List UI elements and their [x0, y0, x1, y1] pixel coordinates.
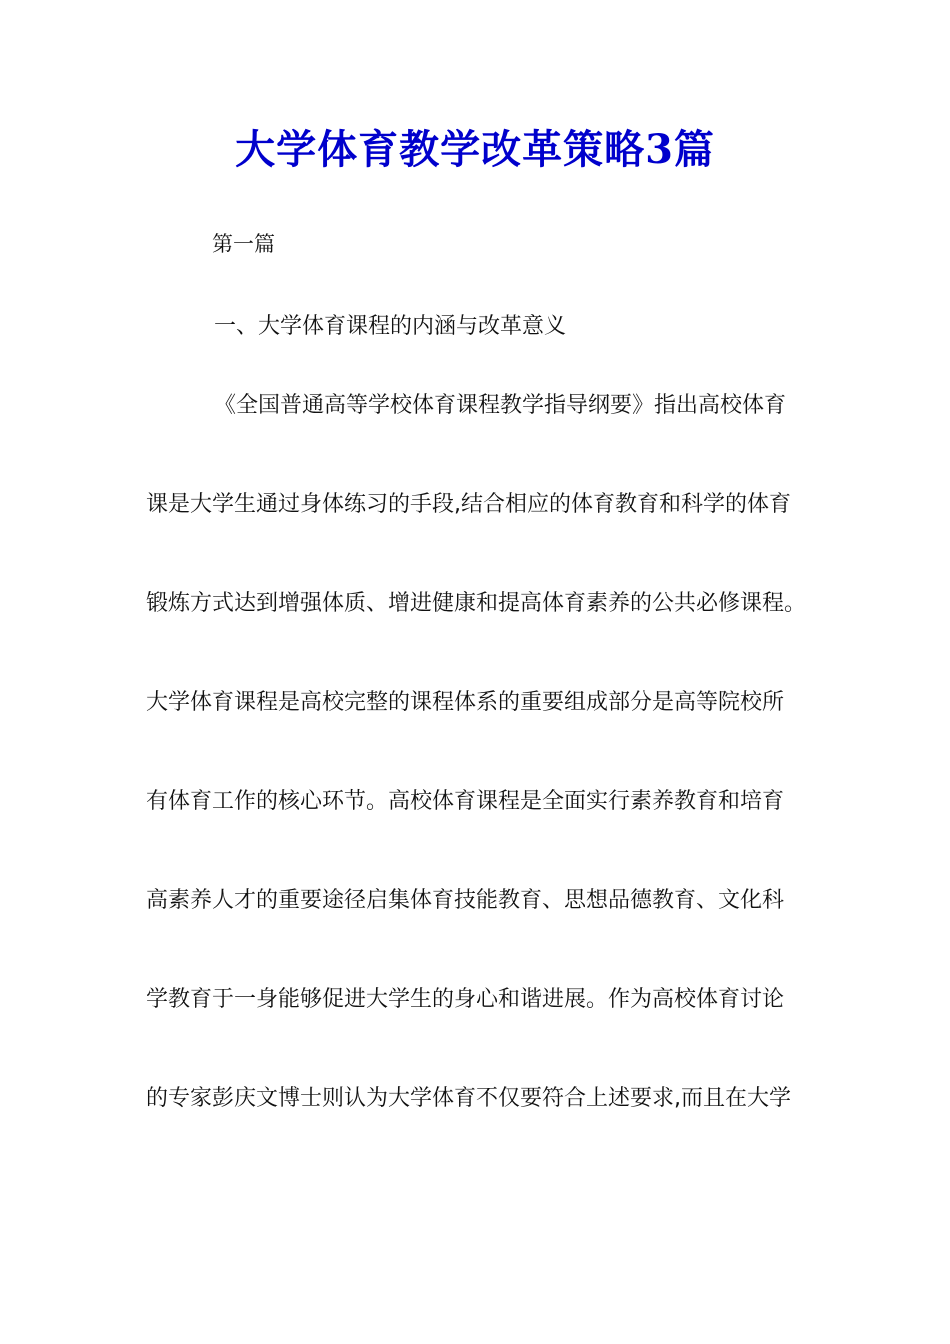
paragraph-line: 高素养人才的重要途径启集体育技能教育、思想品德教育、文化科	[146, 888, 785, 913]
paragraph-line: 课是大学生通过身体练习的手段,结合相应的体育教育和科学的体育	[146, 492, 791, 517]
paragraph-line: 有体育工作的核心环节。高校体育课程是全面实行素养教育和培育	[146, 789, 785, 814]
paragraph-line: 的专家彭庆文博士则认为大学体育不仅要符合上述要求,而且在大学	[146, 1086, 791, 1111]
paragraph-line: 《全国普通高等学校体育课程教学指导纲要》指出高校体育	[214, 393, 787, 418]
paragraph-line: 大学体育课程是高校完整的课程体系的重要组成部分是高等院校所	[146, 690, 785, 715]
document-title: 大学体育教学改革策略3篇	[235, 126, 715, 173]
section-heading: 一、大学体育课程的内涵与改革意义	[214, 314, 567, 339]
paragraph-line: 学教育于一身能够促进大学生的身心和谐进展。作为高校体育讨论	[146, 987, 785, 1012]
section-label: 第一篇	[212, 232, 275, 256]
paragraph-line: 锻炼方式达到增强体质、增进健康和提高体育素养的公共必修课程。	[146, 591, 807, 616]
